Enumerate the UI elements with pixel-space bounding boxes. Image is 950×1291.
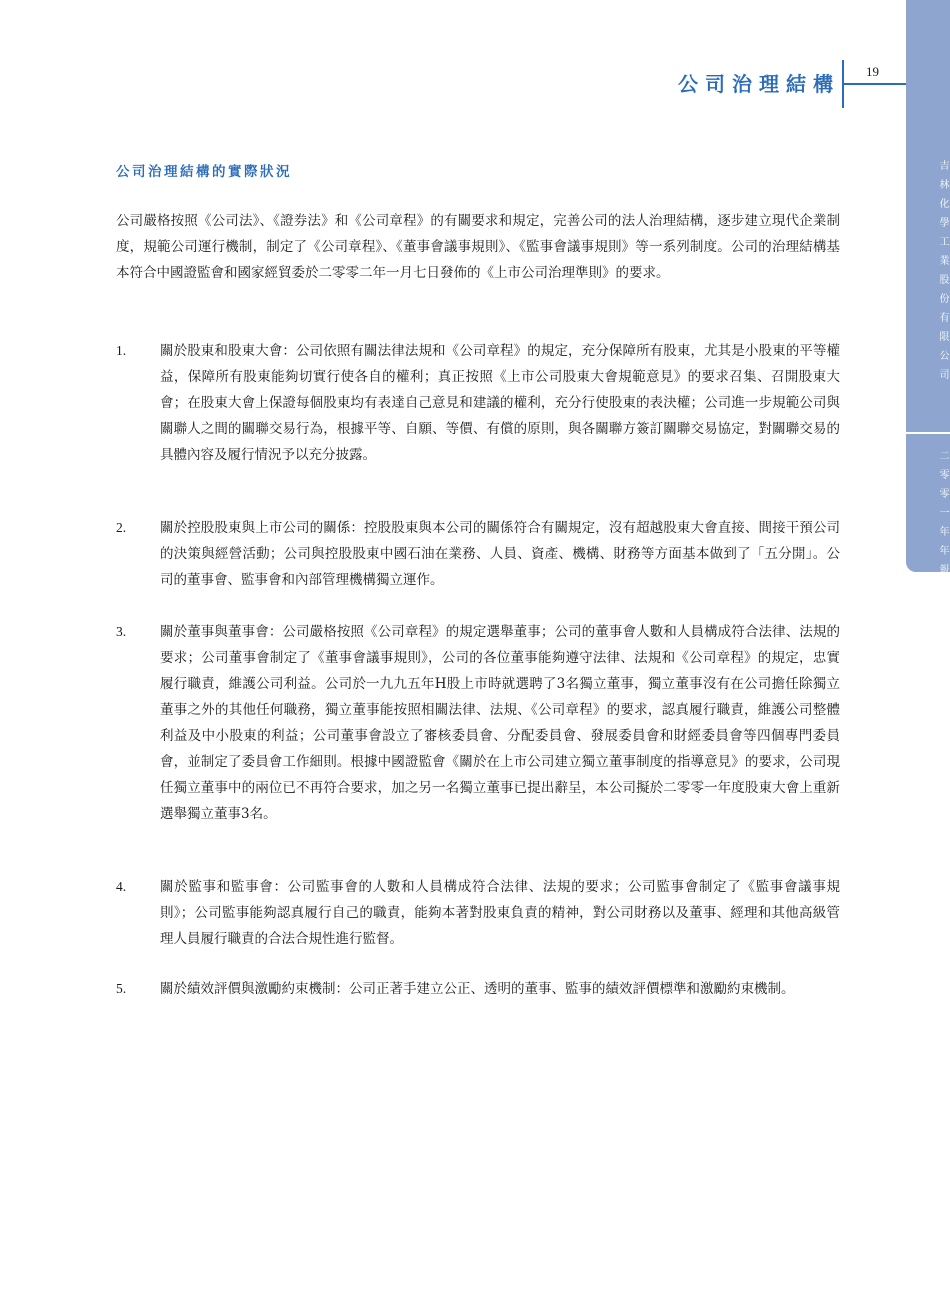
side-tab-divider	[906, 432, 950, 434]
list-item	[116, 874, 840, 952]
list-item-text: 關於控股股東與上市公司的關係：控股股東與本公司的關係符合有關規定，沒有超越股東大會直接、間接干預公司的決策與經營活動；公司與控股股東中國石油在業務、人員、資產、機構、財務等方面基本做到了「五分開」。公司的董事會、監事會和內部管理機構獨立運作。	[160, 520, 840, 588]
sidebar-company-name: 吉林化學工業股份有限公司	[937, 160, 948, 388]
list-item-number: 5.	[116, 981, 127, 996]
list-item	[116, 619, 840, 827]
list-item-number: 2.	[116, 520, 127, 535]
list-item-number: 4.	[116, 879, 127, 894]
page-number: 19	[866, 64, 879, 79]
section-title: 公司治理結構的實際狀況	[116, 164, 292, 180]
intro-paragraph: 公司嚴格按照《公司法》、《證券法》和《公司章程》的有關要求和規定，完善公司的法人治理結構，逐步建立現代企業制度，規範公司運行機制，制定了《公司章程》、《董事會議事規則》、《監事會議事規則》等一系列制度。公司的治理結構基本符合中國證監會和國家經貿委於二零零二年一月七日發佈的《上市公司治理準則》的要求。	[116, 213, 840, 281]
header-rule-horizontal	[842, 83, 906, 85]
list-item	[116, 515, 840, 593]
list-item-number: 1.	[116, 343, 127, 358]
list-item-text: 關於股東和股東大會：公司依照有關法律法規和《公司章程》的規定，充分保障所有股東，尤其是小股東的平等權益，保障所有股東能夠切實行使各自的權利；真正按照《上市公司股東大會規範意見》的要求召集、召開股東大會；在股東大會上保證每個股東均有表達自己意見和建議的權利，充分行使股東的表決權；公司進一步規範公司與關聯人之間的關聯交易行為，根據平等、自願、等價、有償的原則，與各關聯方簽訂關聯交易協定，對關聯交易的具體內容及履行情況予以充分披露。	[160, 343, 840, 463]
list-item-number: 3.	[116, 624, 127, 639]
list-item	[116, 338, 840, 468]
list-item-text: 關於董事與董事會：公司嚴格按照《公司章程》的規定選舉董事；公司的董事會人數和人員構成符合法律、法規的要求；公司董事會制定了《董事會議事規則》，公司的各位董事能夠遵守法律、法規和《公司章程》的規定，忠實履行職責，維護公司利益。公司於一九九五年H股上市時就選聘了3名獨立董事，獨立董事沒有在公司擔任除獨立董事之外的其他任何職務，獨立董事能按照相關法律、法規、《公司章程》的要求，認真履行職責，維護公司整體利益及中小股東的利益；公司董事會設立了審核委員會、分配委員會、發展委員會和財經委員會等四個專門委員會，並制定了委員會工作細則。根據中國證監會《關於在上市公司建立獨立董事制度的指導意見》的要求，公司現任獨立董事中的兩位已不再符合要求，加之另一名獨立董事已提出辭呈，本公司擬於二零零一年度股東大會上重新選舉獨立董事3名。	[160, 624, 840, 822]
sidebar-report-title: 二零零一年年報	[937, 450, 948, 583]
list-item	[116, 976, 840, 1002]
header-title: 公司治理結構	[678, 72, 840, 96]
list-item-text: 關於績效評價與激勵約束機制：公司正著手建立公正、透明的董事、監事的績效評價標準和激勵約束機制。	[160, 981, 795, 997]
list-item-text: 關於監事和監事會：公司監事會的人數和人員構成符合法律、法規的要求；公司監事會制定了《監事會議事規則》；公司監事能夠認真履行自己的職責，能夠本著對股東負責的精神，對公司財務以及董事、經理和其他高級管理人員履行職責的合法合規性進行監督。	[160, 879, 840, 947]
